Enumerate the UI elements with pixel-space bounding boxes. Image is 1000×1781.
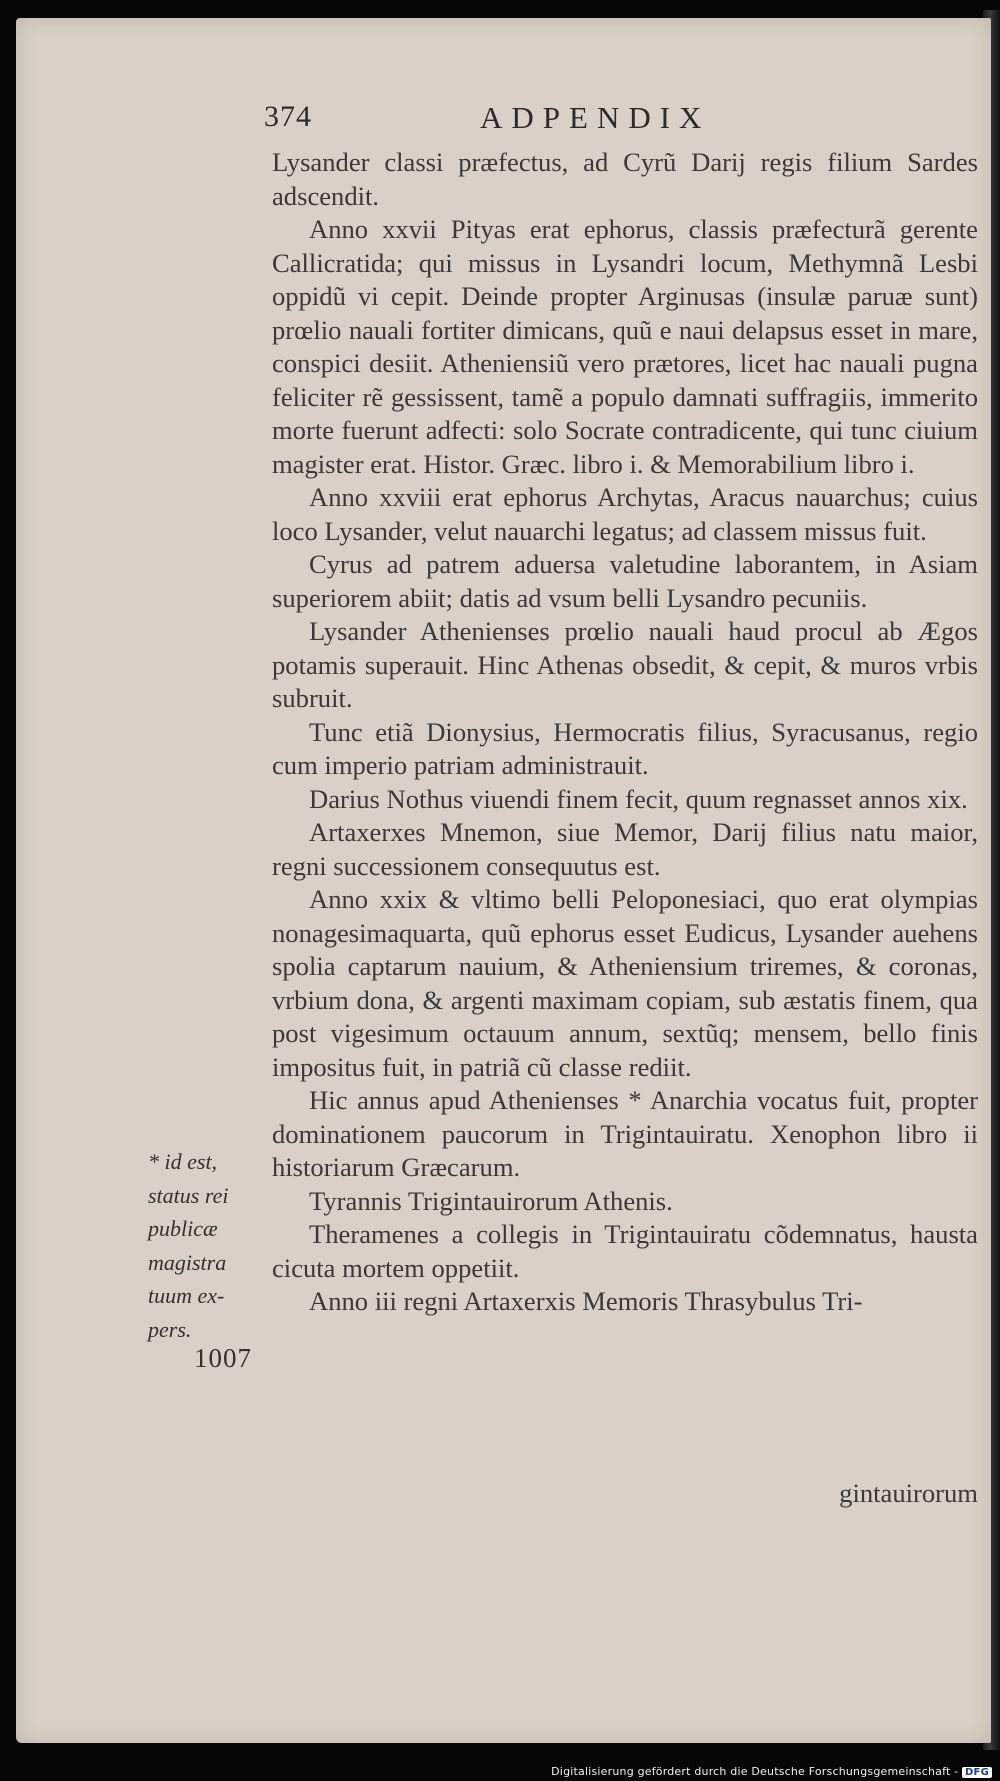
margin-year: 1007: [194, 1343, 252, 1373]
page-header: [264, 100, 984, 140]
paragraph: Tunc etiã Dionysius, Hermocratis filius, Syracusanus, regio cum imperio patriam administrauit.: [272, 716, 978, 780]
margin-note: [148, 1145, 273, 1346]
catchword: gintauirorum: [839, 1478, 978, 1508]
paragraph: Tyrannis Trigintauirorum Athenis.: [309, 1185, 673, 1216]
paragraph: Anno xxix & vltimo belli Peloponesiaci, quo erat olympias nonagesimaquarta, quũ ephorus esset Eudicus, Lysander auehens spolia captarum nauium, & Atheniensium triremes, & coronas, vrbium dona, & argenti maximam copiam, sub æstatis finem, qua post vigesimum octauum annum, sextũq; mensem, bello finis impositus fuit, in patriã cũ classe rediit.: [272, 884, 978, 1082]
paragraph: Lysander Athenienses prœlio nauali haud procul ab Ægos potamis superauit. Hinc Athenas obsedit, & cepit, & muros vrbis subruit.: [272, 616, 978, 713]
page-number: 374: [264, 100, 312, 133]
margin-note-line: status rei: [148, 1182, 229, 1208]
paragraph: Anno iii regni Artaxerxis Memoris Thrasybulus Tri-: [309, 1286, 863, 1316]
margin-note-line: tuum ex-: [148, 1283, 225, 1308]
paragraph: Lysander classi præfectus, ad Cyrũ Darij regis filium Sardes adscendit.: [272, 147, 978, 211]
paragraph: Artaxerxes Mnemon, siue Memor, Darij filius natu maior, regni successionem consequutus est.: [272, 817, 978, 881]
margin-note-line: magistra: [148, 1249, 227, 1275]
margin-note-line: pers.: [148, 1316, 192, 1342]
paragraph: Theramenes a collegis in Trigintauiratu cõdemnatus, hausta cicuta mortem oppetiit.: [272, 1219, 978, 1283]
paragraph: Hic annus apud Athenienses * Anarchia vocatus fuit, propter dominationem paucorum in Trigintauiratu. Xenophon libro ii historiarum Græcarum.: [272, 1085, 978, 1182]
running-title: ADPENDIX: [480, 100, 711, 135]
body-text: [272, 146, 978, 1319]
digitization-credit: [551, 1765, 992, 1778]
paragraph: Cyrus ad patrem aduersa valetudine laborantem, in Asiam superiorem abiit; datis ad vsum belli Lysandro pecuniis.: [272, 549, 978, 613]
dfg-logo: DFG: [962, 1767, 992, 1778]
paragraph: Anno xxviii erat ephorus Archytas, Aracus nauarchus; cuius loco Lysander, velut nauarchi legatus; ad classem missus fuit.: [272, 482, 978, 546]
paragraph: Darius Nothus viuendi finem fecit, quum regnasset annos xix.: [309, 783, 968, 814]
margin-note-line: * id est,: [148, 1149, 218, 1174]
margin-note-line: publicæ: [148, 1216, 218, 1241]
paragraph: Anno xxvii Pityas erat ephorus, classis præfecturã gerente Callicratida; qui missus in Lysandri locum, Methymnã Lesbi oppidũ vi cepit. Deinde propter Arginusas (insulæ paruæ sunt) prœlio nauali fortiter dimicans, quũ e naui delapsus esset in mare, conspici desiit. Atheniensiũ vero prætores, licet hac nauali pugna feliciter rẽ gessissent, tamẽ a populo damnati suffragiis, immerito morte fuerunt adfecti: solo Socrate contradicente, qui tunc ciuium magister erat. Histor. Græc. libro i. & Memorabilium libro i.: [272, 214, 978, 479]
credit-text: Digitalisierung gefördert durch die Deutsche Forschungsgemeinschaft -: [551, 1765, 959, 1778]
